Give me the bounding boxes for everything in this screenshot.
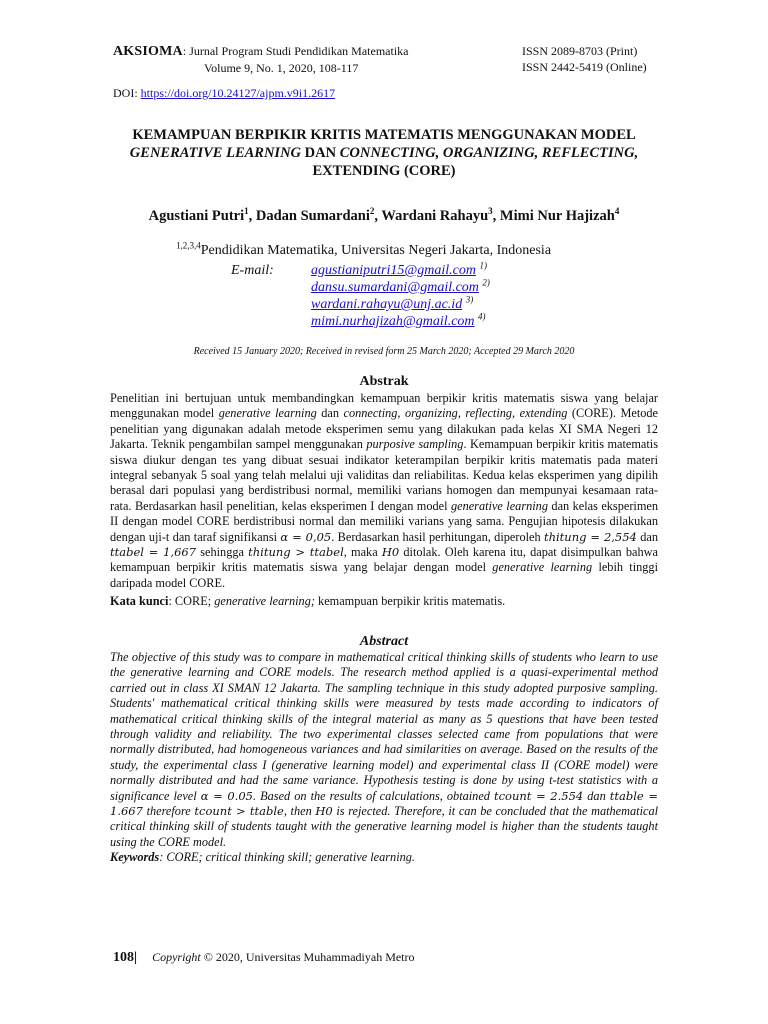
abstrak-heading: Abstrak xyxy=(359,374,409,389)
email-link[interactable]: agustianiputri15@gmail.com xyxy=(311,263,476,278)
math-expression: thitung > ttabel xyxy=(248,545,344,560)
text: dan xyxy=(316,406,344,421)
author-sup: 2 xyxy=(369,206,375,217)
text: : CORE; xyxy=(168,594,215,608)
text: The objective of this study was to compare in mathematical critical thinking skills of students who learn to use the generative learning and CORE models. The research method applied is a quasi-experimental method carried out in class XI SMAN 12 Jakarta. The sampling technique in this study adopted purposive sampling. Students' mathematical critical thinking skills were measured by tests made according to indicators of mathematical critical thinking skills of the integral material as many as 5 questions that have been tested through validity and reliability. The two experimental classes selected came from populations that were normally distributed, had homogeneous variances and had similarities on average. Based on the results of the study, the experimental class I (generative learning model) and experimental class II (CORE model) were normally distributed and had the same variance. Hypothesis testing is done by using t-test statistics with a significance level xyxy=(110,650,658,803)
email-link[interactable]: dansu.sumardani@gmail.com xyxy=(311,280,479,295)
doi-label: DOI: xyxy=(113,86,141,100)
email-sup: 2) xyxy=(482,277,490,288)
volume-line: Volume 9, No. 1, 2020, 108-117 xyxy=(204,61,359,75)
author: Wardani Rahayu xyxy=(381,208,489,224)
text: (CORE). Metode penelitian yang digunakan adalah metode eksperimen semu yang dilakukan pada kelas XI SMA Negeri 12 Jakarta. Teknik pengambilan sampel menggunakan xyxy=(110,406,659,452)
doi-line xyxy=(113,86,335,101)
author-list: Agustiani Putri$^1$, Dadan Sumardani$^2$, Wardani Rahayu$^3$, Mimi Nur Hajizah$^4$ xyxy=(148,206,620,224)
journal-header xyxy=(113,43,409,76)
email-sup: 1) xyxy=(479,260,487,271)
copyright-word: Copyright xyxy=(152,950,201,964)
title-line-1: KEMAMPUAN BERPIKIR KRITIS MATEMATIS MENGGUNAKAN MODEL xyxy=(132,127,636,143)
title-mid: DAN xyxy=(301,145,340,161)
title-line-3: EXTENDING (CORE) xyxy=(312,163,456,179)
author: Mimi Nur Hajizah xyxy=(499,208,615,224)
page-number: 108| xyxy=(113,950,138,965)
text: . Kemampuan berpikir kritis matematis siswa diukur dengan tes yang dibuat sesuai indikator keterampilan berpikir kritis matematis pada materi integral sebanyak 5 soal yang telah melalui uji validitas dan reliabilitas. Kedua kelas eksperimen yang dipilih berasal dari populasi yang berdistribusi normal, memiliki varians homogen dan mempunyai kesamaan rata-rata. Berdasarkan hasil penelitian, kelas eksperimen I dengan model xyxy=(110,437,658,513)
abstract-body xyxy=(110,650,658,850)
email-block xyxy=(231,262,490,330)
email-sup: 3) xyxy=(465,294,474,305)
journal-name: AKSIOMA xyxy=(113,44,183,59)
title-italic-b: CONNECTING, ORGANIZING, REFLECTING, xyxy=(339,145,639,161)
keywords xyxy=(110,850,415,865)
author-sup: 3 xyxy=(488,206,493,217)
math-expression: α = 0,05 xyxy=(280,529,332,544)
author-sup: 4 xyxy=(614,206,620,217)
text: therefore xyxy=(142,804,195,819)
text: Penelitian ini bertujuan untuk membandingkan kemampuan berpikir kritis matematis siswa yang belajar menggunakan model xyxy=(110,391,658,421)
page-footer xyxy=(113,950,415,966)
math-expression: tcount = 2.554 xyxy=(493,788,584,803)
author-sup: 1 xyxy=(244,206,249,217)
kata-kunci-label: Kata kunci xyxy=(110,594,169,608)
kata-kunci xyxy=(110,594,505,609)
italic-text: generative learning xyxy=(450,498,548,513)
italic-text: purposive sampling xyxy=(366,437,464,452)
math-expression: ttabel = 1,667 xyxy=(110,545,197,560)
text: kemampuan berpikir kritis matematis. xyxy=(314,594,506,608)
issn-online: ISSN 2442-5419 (Online) xyxy=(522,60,647,74)
title-italic-a: GENERATIVE LEARNING xyxy=(129,145,302,161)
author: Dadan Sumardani xyxy=(255,208,370,224)
math-expression: thitung = 2,554 xyxy=(543,529,637,544)
copyright-text: © 2020, Universitas Muhammadiyah Metro xyxy=(200,950,415,964)
text: is rejected. Therefore, it can be concluded that the mathematical critical thinking skill of students taught with the generative learning model is higher than the students taught using the CORE model. xyxy=(110,804,659,849)
math-expression: ttable = 1.667 xyxy=(110,788,658,819)
issn-print: ISSN 2089-8703 (Print) xyxy=(522,44,638,58)
doi-link[interactable]: https://doi.org/10.24127/ajpm.v9i1.2617 xyxy=(140,86,336,100)
email-label: E-mail: xyxy=(231,263,274,278)
affiliation-text: Pendidikan Matematika, Universitas Negeri Jakarta, Indonesia xyxy=(200,243,552,258)
issn-block xyxy=(522,43,647,75)
italic-text: generative learning; xyxy=(214,594,315,608)
text: ditolak. Oleh karena itu, dapat disimpulkan bahwa kemampuan berpikir kritis matematis siswa yang belajar dengan model xyxy=(110,545,658,575)
italic-text: generative learning xyxy=(218,406,317,421)
text: , maka xyxy=(343,545,382,560)
affiliation xyxy=(176,240,552,259)
math-expression: tcount > ttable xyxy=(194,804,284,819)
text: lebih tinggi daripada model CORE. xyxy=(110,560,659,590)
math-expression: H0 xyxy=(381,545,400,560)
abstract-heading: Abstract xyxy=(359,634,409,649)
text: . Based on the results of calculations, obtained xyxy=(253,788,494,803)
text: sehingga xyxy=(196,545,249,560)
text: , then xyxy=(283,804,316,819)
journal-subtitle: : Jurnal Program Studi Pendidikan Matematika xyxy=(182,44,409,58)
math-expression: α = 0.05 xyxy=(200,788,254,803)
received-dates: Received 15 January 2020; Received in revised form 25 March 2020; Accepted 29 March 2020 xyxy=(193,346,575,357)
keywords-label: Keywords xyxy=(110,850,160,864)
text: dan xyxy=(636,529,658,544)
affiliation-sup: 1,2,3,4 xyxy=(176,240,201,251)
email-link[interactable]: wardani.rahayu@unj.ac.id xyxy=(311,297,463,312)
paper-title xyxy=(100,126,668,180)
italic-text: connecting, organizing, reflecting, extending xyxy=(343,406,568,421)
italic-text: generative learning xyxy=(492,560,593,575)
text: : CORE; critical thinking skill; generative learning. xyxy=(159,850,415,864)
text: dan xyxy=(583,788,610,803)
text: . Berdasarkan hasil perhitungan, diperoleh xyxy=(331,529,544,544)
text: dan kelas eksperimen II dengan model CORE berdistribusi normal dan memiliki varians yang sama. Pengujian hipotesis dilakukan dengan uji-t dan taraf signifikansi xyxy=(110,498,658,544)
math-expression: H0 xyxy=(315,804,333,819)
email-sup: 4) xyxy=(478,311,486,322)
abstrak-body xyxy=(110,391,658,591)
title-line-2 xyxy=(100,144,668,162)
email-link[interactable]: mimi.nurhajizah@gmail.com xyxy=(311,314,475,329)
author: Agustiani Putri xyxy=(148,208,245,224)
